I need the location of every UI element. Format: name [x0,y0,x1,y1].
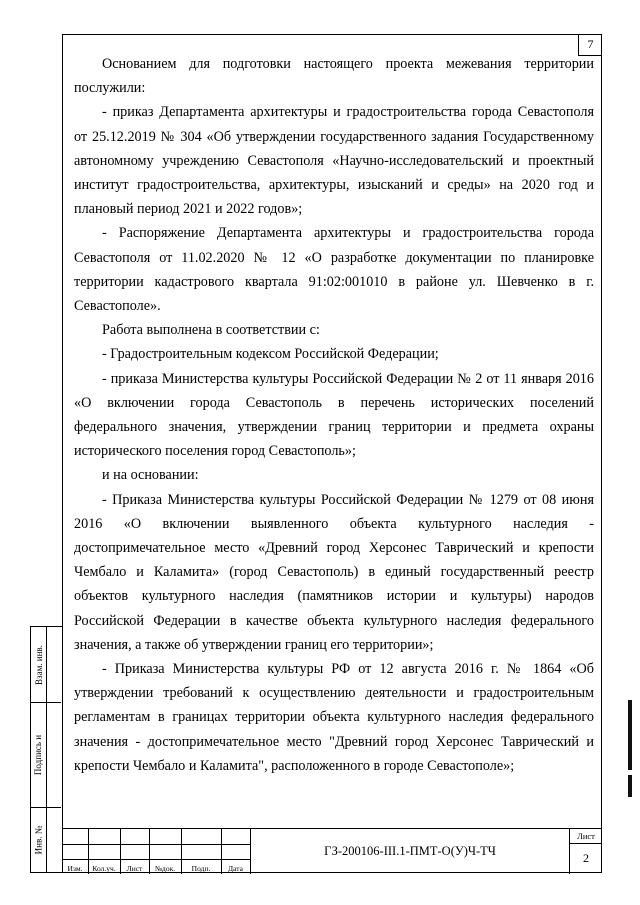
strip-cell-signature [31,703,61,808]
document-code: ГЗ-200106-III.1-ПМТ-О(У)Ч-ТЧ [250,829,570,874]
paragraph: Работа выполнена в соответствии с: [102,322,320,339]
revision-grid [62,829,250,874]
signature-label: Подпись и [33,734,44,776]
replacement-inventory-label: Взам. инв. [33,644,44,685]
paragraph: - Приказа Министерства культуры Российской Федерации № 1279 от 08 июня 2016 «О включении выявленного объекта культурного наследия - достопримечательное место «Древний город Херсонес Таврический и крепости Чембало и Каламита» (город Севастополь) в единый государственный реестр объектов культурного наследия (памятников истории и культуры) народов Российской Федерации в качестве объекта культурного наследия федерального значения, а также об утверждении границ его территории»; [74,491,594,653]
column-signature: Подп. [191,864,211,873]
paragraph: Основанием для подготовки настоящего проекта межевания территории послужили: [74,56,594,97]
paragraph: и на основании: [102,467,199,484]
paragraph: - приказа Министерства культуры Российской Федерации № 2 от 11 января 2016 «О включении города Севастополь в перечень исторических поселений федерального значения, утверждении границ территории и предмета охраны исторического поселения город Севастополь»; [74,370,594,460]
scan-edge-mark [628,700,632,770]
sheet-number: 2 [583,851,589,865]
strip-cell-replacement [31,627,61,703]
paragraph: - приказ Департамента архитектуры и градостроительства города Севастополя от 25.12.2019 № 304 «Об утверждении государственного задания Государственному автономному учреждению Севастополя «Научно-исследовательский и проектный институт градостроительства, архитектуры, изысканий и среды» на 2020 год и плановый период 2021 и 2022 годов»; [74,104,594,218]
sheet-label: Лист [570,829,602,844]
column-change: Изм. [67,864,83,873]
paragraph: - Распоряжение Департамента архитектуры и градостроительства города Севастополя от 11.02.2020 № 12 «О разработке документации по планировке территории кадастрового квартала 91:02:001010 в районе ул. Шевченко в г. Севастополе». [74,225,594,315]
paragraph: - Приказа Министерства культуры РФ от 12 августа 2016 г. № 1864 «Об утверждении требований к осуществлению деятельности и градостроительным регламентам в границах территории объекта культурного наследия федерального значения - достопримечательное место "Древний город Херсонес Таврический и крепости Чембало и Каламита", расположенного в городе Севастополе»; [74,661,594,774]
inventory-number-label: Инв. № [33,825,44,855]
column-sheet: Лист [126,864,143,873]
paragraph: - Градостроительным кодексом Российской Федерации; [102,346,439,363]
column-date: Дата [228,864,243,873]
scan-edge-mark [628,775,632,797]
sheet-cell [570,829,602,874]
title-block [62,828,602,873]
page-number-box: 7 [578,34,602,56]
document-body [74,52,594,778]
strip-cell-inventory [31,808,61,872]
column-count: Кол.уч. [92,864,116,873]
left-margin-strip [30,626,62,873]
column-doc-number: №док. [154,864,176,873]
